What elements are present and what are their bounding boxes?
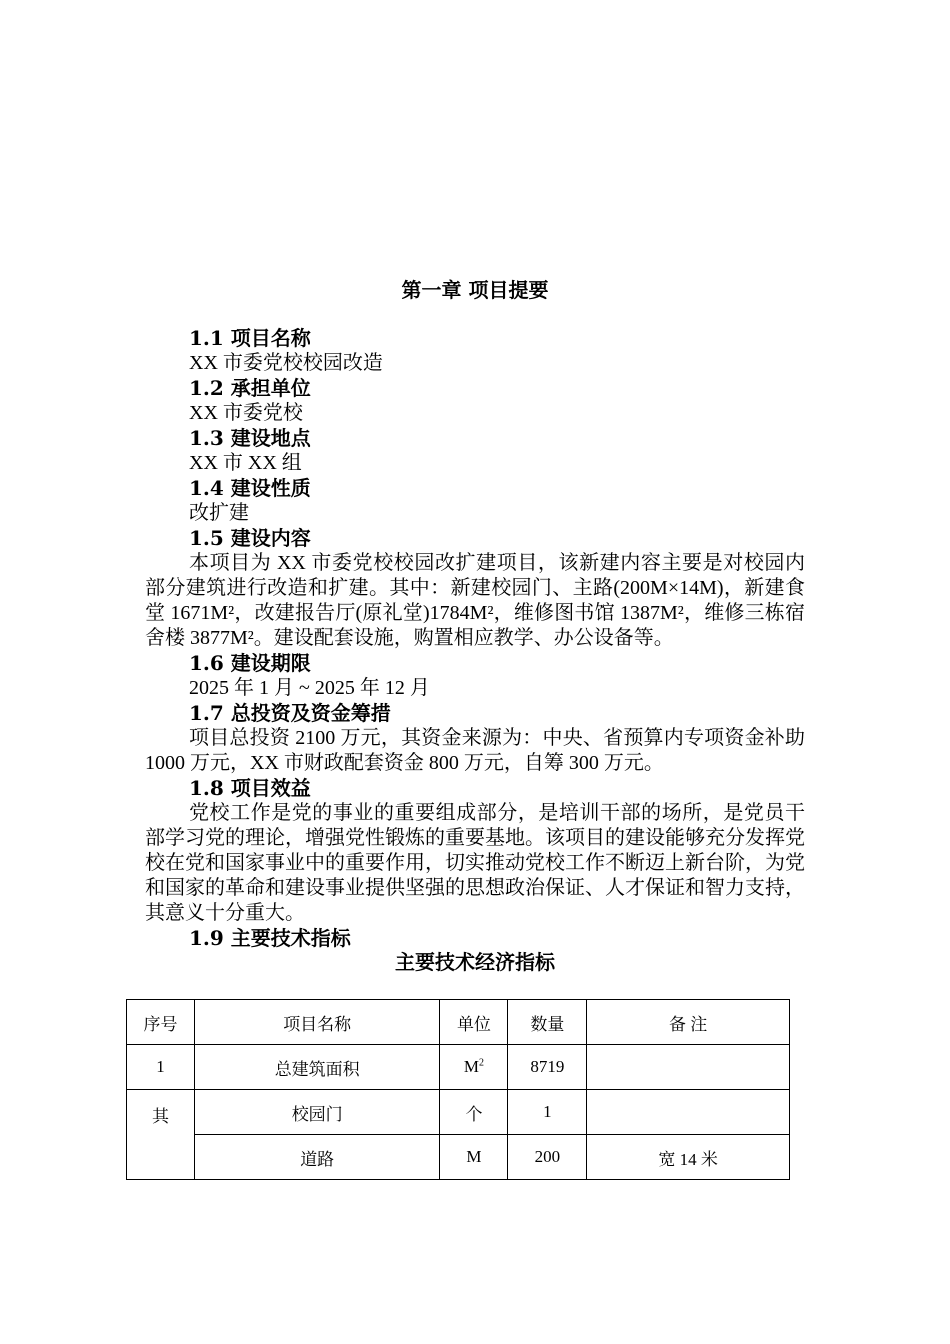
document-body	[145, 326, 805, 976]
section-heading: 1.3 建设地点	[189, 426, 311, 450]
cell-unit: M	[440, 1135, 508, 1180]
section-paragraph: 项目总投资 2100 万元，其资金来源为：中央、省预算内专项资金补助 1000 万元，XX 市财政配套资金 800 万元，自筹 300 万元。	[145, 727, 805, 774]
table-row	[127, 1090, 790, 1135]
cell-note	[587, 1090, 790, 1135]
cell-name: 总建筑面积	[194, 1045, 440, 1090]
section-heading: 1.2 承担单位	[189, 376, 311, 400]
section-text: XX 市 XX 组	[189, 452, 302, 474]
cell-name: 校园门	[194, 1090, 440, 1135]
table-title: 主要技术经济指标	[395, 952, 555, 974]
section-heading: 1.1 项目名称	[189, 326, 311, 350]
header-cell: 序号	[127, 1000, 195, 1045]
cell-qty: 200	[508, 1135, 587, 1180]
section-paragraph: 党校工作是党的事业的重要组成部分，是培训干部的场所，是党员干部学习党的理论，增强党性锻炼的重要基地。该项目的建设能够充分发挥党校在党和国家事业中的重要作用，切实推动党校工作不断迈上新台阶，为党和国家的革命和建设事业提供坚强的思想政治保证、人才保证和智力支持，其意义十分重大。	[145, 802, 805, 924]
cell-qty: 8719	[508, 1045, 587, 1090]
header-cell: 数量	[508, 1000, 587, 1045]
section-heading: 1.5 建设内容	[189, 526, 311, 550]
section-text: XX 市委党校校园改造	[189, 352, 383, 374]
section-heading: 1.4 建设性质	[189, 476, 311, 500]
section-heading: 1.8 项目效益	[189, 776, 311, 800]
section-heading: 1.6 建设期限	[189, 651, 311, 675]
section-text: 改扩建	[189, 502, 249, 524]
cell-qty: 1	[508, 1090, 587, 1135]
cell-note: 宽 14 米	[587, 1135, 790, 1180]
cell-no: 1	[127, 1045, 195, 1090]
cell-note	[587, 1045, 790, 1090]
section-heading: 1.9 主要技术指标	[189, 926, 351, 950]
header-cell: 项目名称	[194, 1000, 440, 1045]
cell-unit: 个	[440, 1090, 508, 1135]
header-cell: 备 注	[587, 1000, 790, 1045]
unit-superscript: 2	[479, 1057, 484, 1069]
chapter-title: 第一章 项目提要	[401, 278, 549, 302]
section-text: XX 市委党校	[189, 402, 303, 424]
cell-unit	[440, 1045, 508, 1090]
table-row	[127, 1045, 790, 1090]
unit-text: M	[463, 1057, 479, 1076]
section-heading: 1.7 总投资及资金筹措	[189, 701, 391, 725]
section-text: 2025 年 1 月 ~ 2025 年 12 月	[189, 677, 430, 699]
indicators-table	[126, 999, 790, 1180]
table-row	[127, 1135, 790, 1180]
section-paragraph: 本项目为 XX 市委党校校园改扩建项目，该新建内容主要是对校园内部分建筑进行改造和扩建。其中：新建校园门、主路(200M×14M)，新建食堂 1671M²，改建报告厅(原礼堂)1784M²，维修图书馆 1387M²，维修三栋宿舍楼 3877M²。建设配套设施，购置相应教学、办公设备等。	[145, 552, 805, 649]
header-cell: 单位	[440, 1000, 508, 1045]
cell-no: 其	[127, 1090, 195, 1180]
table-header-row	[127, 1000, 790, 1045]
cell-name: 道路	[194, 1135, 440, 1180]
